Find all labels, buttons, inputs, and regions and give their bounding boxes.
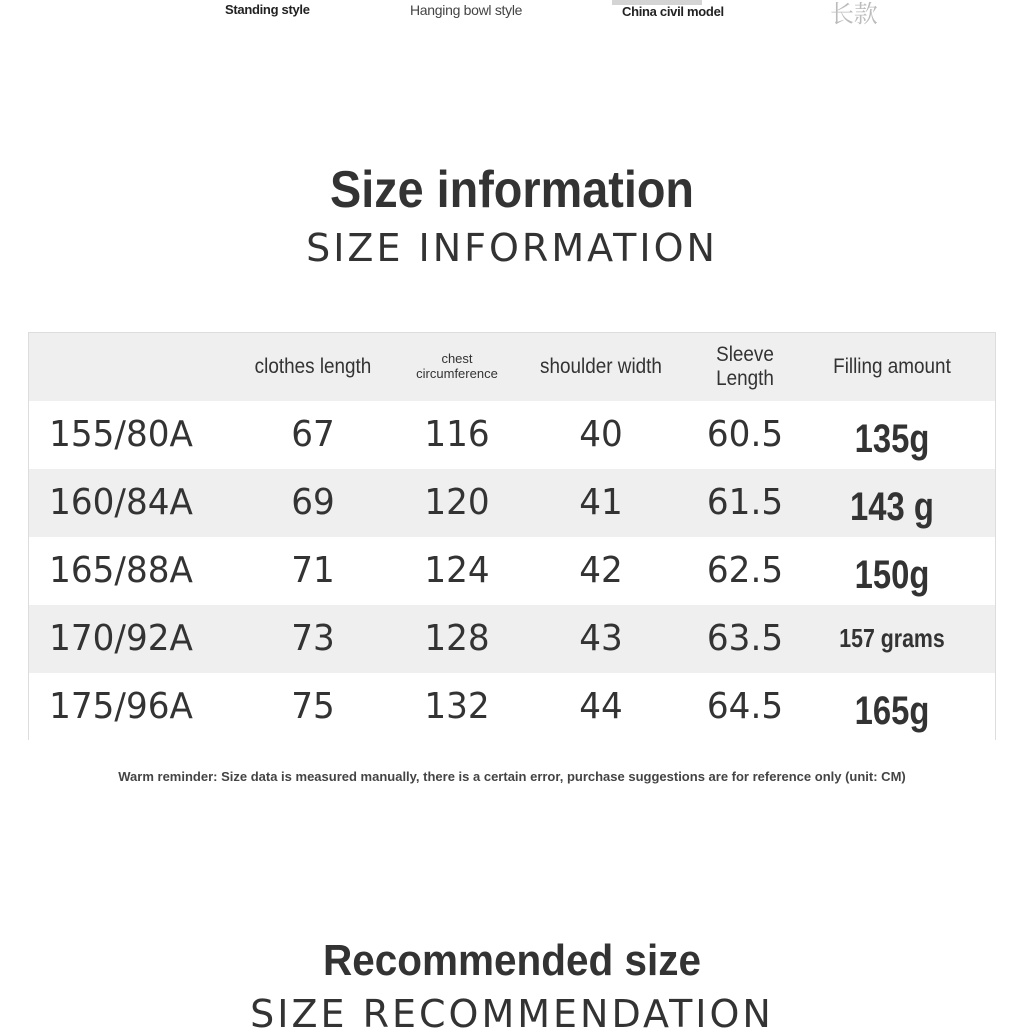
sleeve-cell: 62.5	[706, 550, 784, 592]
shoulder-cell: 43	[579, 618, 623, 660]
style-label-hanging-bowl: Hanging bowl style	[410, 2, 523, 18]
table-row	[29, 605, 995, 673]
warm-reminder-note: Warm reminder: Size data is measured manually, there is a certain error, purchase suggestions are for reference only (unit: CM)	[118, 769, 906, 784]
header-chest: chest circumference	[416, 351, 498, 381]
header-filling: Filling amount	[833, 354, 951, 378]
size-cell: 165/88A	[49, 550, 193, 592]
header-shoulder: shoulder width	[540, 354, 662, 378]
sleeve-cell: 61.5	[706, 482, 784, 524]
filling-cell: 135g	[854, 417, 930, 461]
shoulder-cell: 44	[579, 686, 623, 728]
chest-cell: 132	[424, 686, 490, 728]
chest-cell: 116	[424, 414, 490, 456]
shoulder-cell: 41	[579, 482, 623, 524]
recommended-size-title: Recommended size	[323, 936, 701, 985]
length-cell: 67	[291, 414, 335, 456]
sleeve-cell: 63.5	[706, 618, 784, 660]
style-label-china-civil: China civil model	[622, 4, 724, 19]
header-clothes-length: clothes length	[254, 354, 372, 378]
style-label-long: 长款	[830, 1, 878, 28]
style-tabs	[0, 0, 1024, 30]
recommended-size-subtitle: SIZE RECOMMENDATION	[250, 992, 774, 1036]
table-row	[29, 673, 995, 741]
filling-cell: 165g	[854, 689, 930, 733]
length-cell: 69	[291, 482, 335, 524]
size-cell: 155/80A	[49, 414, 193, 456]
filling-cell: 143 g	[850, 485, 934, 529]
sleeve-cell: 60.5	[706, 414, 784, 456]
size-info-title: Size information	[329, 161, 695, 219]
filling-cell: 150g	[854, 553, 930, 597]
chest-cell: 120	[424, 482, 490, 524]
size-info-subtitle: SIZE INFORMATION	[306, 226, 718, 270]
filling-cell: 157 grams	[839, 623, 945, 654]
table-row	[29, 401, 995, 469]
sleeve-cell: 64.5	[706, 686, 784, 728]
length-cell: 71	[291, 550, 335, 592]
table-row	[29, 469, 995, 537]
header-sleeve: Sleeve Length	[716, 342, 774, 390]
chest-cell: 124	[424, 550, 490, 592]
table-row	[29, 537, 995, 605]
size-cell: 170/92A	[49, 618, 193, 660]
length-cell: 75	[291, 686, 335, 728]
style-label-standing: Standing style	[225, 2, 310, 17]
shoulder-cell: 42	[579, 550, 623, 592]
size-cell: 160/84A	[49, 482, 193, 524]
size-cell: 175/96A	[49, 686, 193, 728]
shoulder-cell: 40	[579, 414, 623, 456]
table-header	[29, 333, 995, 401]
chest-cell: 128	[424, 618, 490, 660]
length-cell: 73	[291, 618, 335, 660]
size-table	[28, 332, 996, 740]
